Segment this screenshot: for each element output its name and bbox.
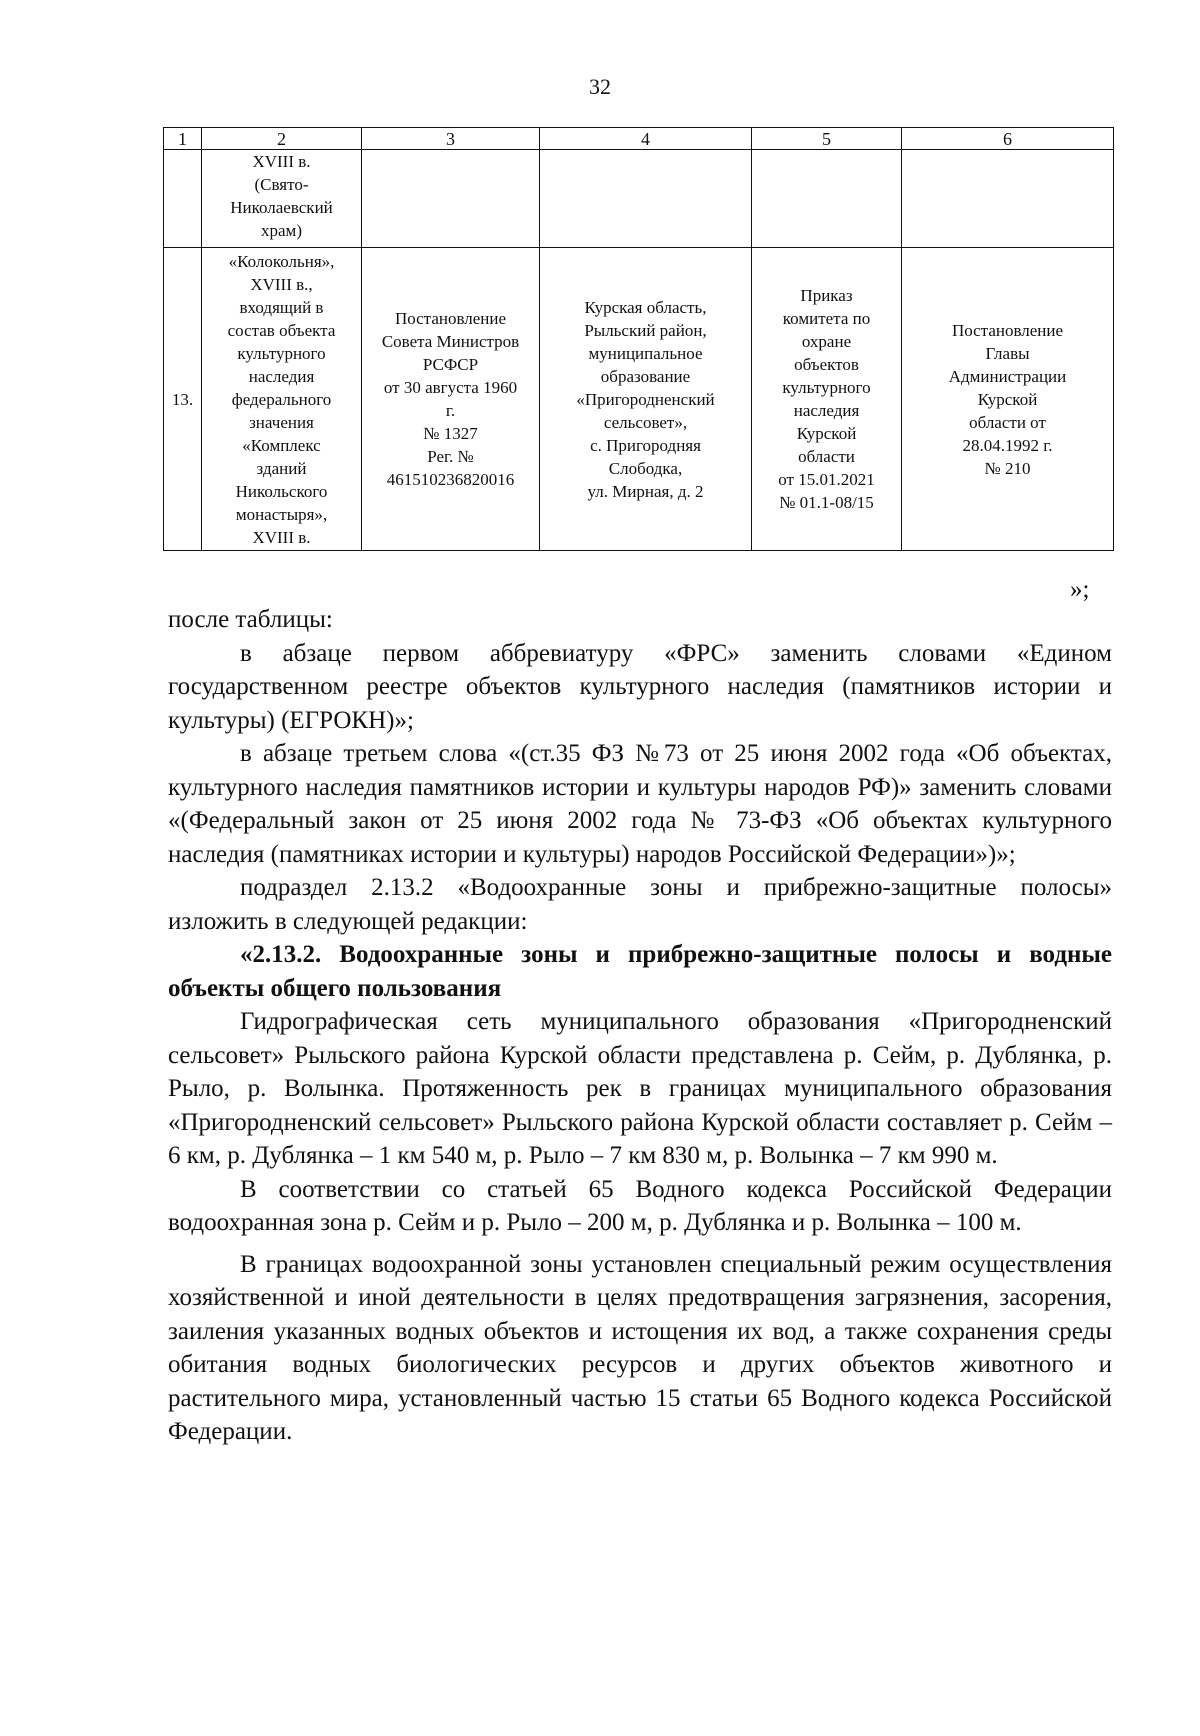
object-name-cell: «Колокольня», XVIII в., входящий в состав объекта культурного наследия федерального значения «Комплекс зданий Никольского монастыря», XVIII в. (202, 248, 362, 551)
address-cell: Курская область, Рыльский район, муниципальное образование «Пригородненский сельсовет», с. Пригородняя Слободка, ул. Мирная, д. 2 (540, 248, 752, 551)
table-row-continuation (164, 150, 1114, 248)
table-cell (902, 150, 1114, 248)
table-cell (540, 150, 752, 248)
header-cell: 1 (164, 128, 202, 150)
table-cell (362, 150, 540, 248)
paragraph-water-code: В соответствии со статьей 65 Водного кодекса Российской Федерации водоохранная зона р. Сейм и р. Рыло – 200 м, р. Дублянка и р. Волынка – 100 м. (168, 1175, 1112, 1236)
body-text (168, 603, 1112, 1449)
resolution-cell: Постановление Главы Администрации Курской области от 28.04.1992 г. № 210 (902, 248, 1114, 551)
table-cell (752, 150, 902, 248)
header-cell: 4 (540, 128, 752, 150)
header-cell: 5 (752, 128, 902, 150)
paragraph-abbreviation: в абзаце первом аббревиатуру «ФРС» заменить словами «Едином государственном реестре объектов культурного наследия (памятников истории и культуры) (ЕГРОКН)»; (168, 639, 1112, 734)
table-cell: XVIII в. (Свято- Николаевский храм) (202, 150, 362, 248)
table-row-13 (164, 248, 1114, 551)
registration-doc-cell: Постановление Совета Министров РСФСР от 30 августа 1960 г. № 1327 Рег. № 461510236820016 (362, 248, 540, 551)
header-cell: 6 (902, 128, 1114, 150)
paragraph-special-regime: В границах водоохранной зоны установлен специальный режим осуществления хозяйственной и иной деятельности в целях предотвращения загрязнения, засорения, заиления указанных водных объектов и истощения их вод, а также сохранения среды обитания водных биологических ресурсов и других объектов животного и растительного мира, установленный частью 15 статьи 65 Водного кодекса Российской Федерации. (168, 1250, 1112, 1445)
paragraph-subsection: подраздел 2.13.2 «Водоохранные зоны и прибрежно-защитные полосы» изложить в следующей редакции: (168, 874, 1112, 935)
row-number-cell: 13. (164, 248, 202, 551)
header-cell: 2 (202, 128, 362, 150)
closing-quote: »; (1070, 576, 1090, 603)
paragraph-third: в абзаце третьем слова «(ст.35 ФЗ №73 от 25 июня 2002 года «Об объектах, культурного наследия памятников истории и культуры народов РФ)» заменить словами «(Федеральный закон от 25 июня 2002 года № 73-ФЗ «Об объектах культурного наследия (памятниках истории и культуры) народов Российской Федерации»)»; (168, 740, 1112, 868)
heritage-objects-table (163, 127, 1114, 551)
section-heading: «2.13.2. Водоохранные зоны и прибрежно-защитные полосы и водные объекты общего пользования (168, 941, 1112, 1002)
table-header-row (164, 128, 1114, 150)
order-cell: Приказ комитета по охране объектов культурного наследия Курской области от 15.01.2021 № 01.1-08/15 (752, 248, 902, 551)
header-cell: 3 (362, 128, 540, 150)
table-cell (164, 150, 202, 248)
paragraph-after-table: после таблицы: (168, 606, 333, 633)
paragraph-hydrography: Гидрографическая сеть муниципального образования «Пригородненский сельсовет» Рыльского района Курской области представлена р. Сейм, р. Дублянка, р. Рыло, р. Волынка. Протяженность рек в границах муниципального образования «Пригородненский сельсовет» Рыльского района Курской области составляет р. Сейм – 6 км, р. Дублянка – 1 км 540 м, р. Рыло – 7 км 830 м, р. Волынка – 7 км 990 м. (168, 1008, 1112, 1169)
page-number: 32 (589, 74, 611, 99)
